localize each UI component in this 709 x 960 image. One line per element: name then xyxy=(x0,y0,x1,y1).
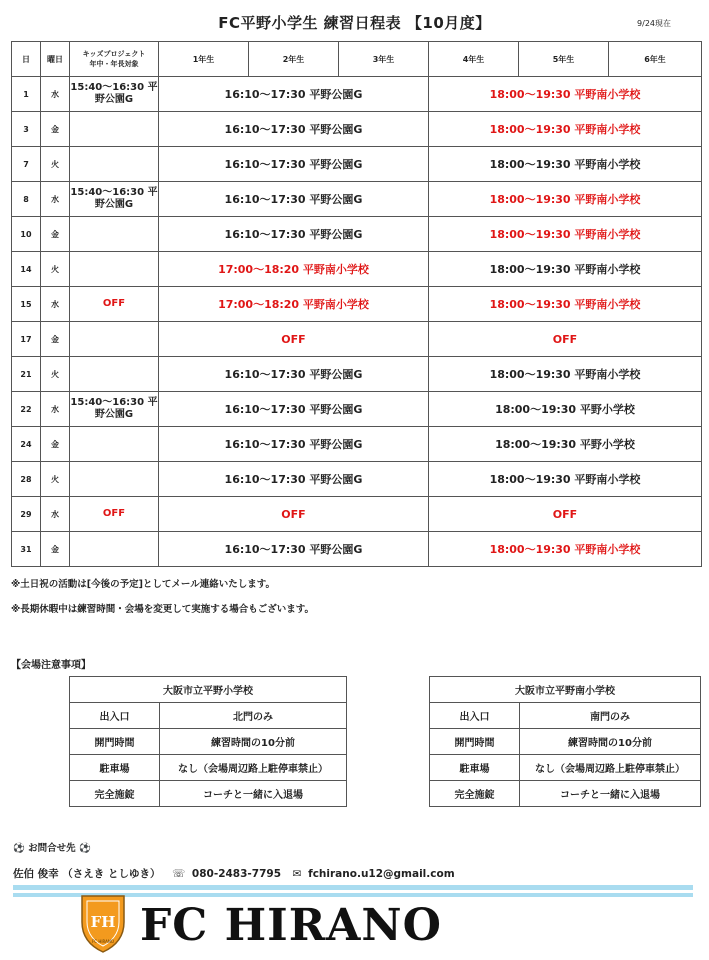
schedule-row xyxy=(12,357,702,392)
cell-day: 28 xyxy=(12,462,41,497)
cell-grades-1-3: 16:10～17:30 平野公園G xyxy=(159,357,429,392)
venue-value: 練習時間の10分前 xyxy=(160,729,347,755)
cell-grades-4-6: 18:00～19:30 平野南小学校 xyxy=(429,357,702,392)
venue-label: 完全施錠 xyxy=(430,781,520,807)
cell-weekday: 金 xyxy=(41,112,70,147)
cell-grades-4-6: 18:00～19:30 平野南小学校 xyxy=(429,182,702,217)
venue-label: 出入口 xyxy=(70,703,160,729)
cell-weekday: 火 xyxy=(41,357,70,392)
venue-name: 大阪市立平野南小学校 xyxy=(430,677,701,703)
header-kids-target: 年中・年長対象 xyxy=(89,60,139,68)
cell-day: 21 xyxy=(12,357,41,392)
header-stripe-top xyxy=(13,885,693,890)
cell-day: 3 xyxy=(12,112,41,147)
cell-kids: 15:40～16:30 平野公園G xyxy=(70,392,159,427)
cell-day: 1 xyxy=(12,77,41,112)
cell-kids xyxy=(70,462,159,497)
cell-kids xyxy=(70,147,159,182)
venue-name: 大阪市立平野小学校 xyxy=(70,677,347,703)
cell-grades-4-6: 18:00～19:30 平野南小学校 xyxy=(429,287,702,322)
venue-label: 完全施錠 xyxy=(70,781,160,807)
header-grade-5: 5年生 xyxy=(519,42,609,77)
cell-grades-1-3: 16:10～17:30 平野公園G xyxy=(159,147,429,182)
note-weekend: ※土日祝の活動は[今後の予定]としてメール連絡いたします。 xyxy=(11,579,275,590)
cell-day: 15 xyxy=(12,287,41,322)
schedule-table xyxy=(11,41,702,567)
schedule-row xyxy=(12,322,702,357)
cell-weekday: 水 xyxy=(41,497,70,532)
venue-label: 出入口 xyxy=(430,703,520,729)
schedule-row xyxy=(12,462,702,497)
cell-day: 7 xyxy=(12,147,41,182)
cell-grades-1-3: 16:10～17:30 平野公園G xyxy=(159,427,429,462)
header-weekday: 曜日 xyxy=(41,42,70,77)
cell-grades-1-3: 16:10～17:30 平野公園G xyxy=(159,217,429,252)
cell-day: 14 xyxy=(12,252,41,287)
venue-row xyxy=(430,703,701,729)
cell-kids: OFF xyxy=(70,497,159,532)
schedule-header-row xyxy=(12,42,702,77)
venue-row xyxy=(70,703,347,729)
cell-kids xyxy=(70,217,159,252)
cell-weekday: 水 xyxy=(41,392,70,427)
cell-grades-4-6: 18:00～19:30 平野南小学校 xyxy=(429,217,702,252)
cell-grades-4-6: OFF xyxy=(429,497,702,532)
header-kids-title: キッズプロジェクト xyxy=(82,50,146,58)
contact-email[interactable]: fchirano.u12@gmail.com xyxy=(308,868,455,880)
cell-weekday: 金 xyxy=(41,217,70,252)
cell-weekday: 火 xyxy=(41,252,70,287)
cell-weekday: 水 xyxy=(41,182,70,217)
cell-day: 8 xyxy=(12,182,41,217)
venue-row xyxy=(70,755,347,781)
schedule-row xyxy=(12,182,702,217)
cell-grades-4-6: 18:00～19:30 平野南小学校 xyxy=(429,77,702,112)
cell-day: 31 xyxy=(12,532,41,567)
cell-weekday: 金 xyxy=(41,322,70,357)
header-kids xyxy=(70,42,159,77)
venue-row xyxy=(430,755,701,781)
contact-phone[interactable]: 080-2483-7795 xyxy=(191,868,282,880)
cell-grades-4-6: 18:00～19:30 平野小学校 xyxy=(429,427,702,462)
venue-value: 練習時間の10分前 xyxy=(520,729,701,755)
venue-row xyxy=(70,729,347,755)
cell-kids: OFF xyxy=(70,287,159,322)
club-crest-icon xyxy=(78,892,128,954)
cell-grades-4-6: 18:00～19:30 平野南小学校 xyxy=(429,252,702,287)
crest-lettering: FC HIRANO xyxy=(91,939,115,944)
cell-kids xyxy=(70,112,159,147)
cell-grades-1-3: OFF xyxy=(159,497,429,532)
schedule-row xyxy=(12,532,702,567)
venue-row xyxy=(430,729,701,755)
cell-grades-1-3: OFF xyxy=(159,322,429,357)
venue-title-row xyxy=(70,677,347,703)
cell-kids xyxy=(70,252,159,287)
cell-grades-1-3: 16:10～17:30 平野公園G xyxy=(159,462,429,497)
cell-weekday: 金 xyxy=(41,532,70,567)
cell-kids: 15:40～16:30 平野公園G xyxy=(70,182,159,217)
schedule-row xyxy=(12,252,702,287)
venue-value: 南門のみ xyxy=(520,703,701,729)
venue-row xyxy=(70,781,347,807)
cell-grades-1-3: 16:10～17:30 平野公園G xyxy=(159,532,429,567)
venue-row xyxy=(430,781,701,807)
header-grade-6: 6年生 xyxy=(609,42,702,77)
header-grade-1: 1年生 xyxy=(159,42,249,77)
venue-label: 開門時間 xyxy=(70,729,160,755)
phone-icon: ☏ xyxy=(172,868,186,880)
venue-value: コーチと一緒に入退場 xyxy=(160,781,347,807)
cell-kids xyxy=(70,427,159,462)
page-title: FC平野小学生 練習日程表 【10月度】 xyxy=(218,14,491,32)
cell-kids xyxy=(70,322,159,357)
venue-heading: 【会場注意事項】 xyxy=(11,660,91,671)
cell-kids xyxy=(70,357,159,392)
venue-label: 開門時間 xyxy=(430,729,520,755)
schedule-row xyxy=(12,392,702,427)
note-holiday: ※長期休暇中は練習時間・会場を変更して実施する場合もございます。 xyxy=(11,604,314,615)
schedule-row xyxy=(12,427,702,462)
mail-icon: ✉ xyxy=(292,868,302,880)
contact-person: 佐伯 俊幸 （さえき としゆき） xyxy=(13,868,161,880)
cell-grades-4-6: 18:00～19:30 平野小学校 xyxy=(429,392,702,427)
cell-grades-1-3: 16:10～17:30 平野公園G xyxy=(159,77,429,112)
cell-kids: 15:40～16:30 平野公園G xyxy=(70,77,159,112)
contact-line xyxy=(13,866,463,881)
cell-weekday: 火 xyxy=(41,462,70,497)
cell-day: 17 xyxy=(12,322,41,357)
schedule-row xyxy=(12,77,702,112)
header-day: 日 xyxy=(12,42,41,77)
schedule-row xyxy=(12,497,702,532)
cell-grades-1-3: 16:10～17:30 平野公園G xyxy=(159,182,429,217)
cell-grades-1-3: 16:10～17:30 平野公園G xyxy=(159,392,429,427)
cell-grades-4-6: 18:00～19:30 平野南小学校 xyxy=(429,462,702,497)
contact-heading: ⚽ お問合せ先 ⚽ xyxy=(13,843,91,854)
venue-table-hirano-minami xyxy=(429,676,701,807)
header-grade-2: 2年生 xyxy=(249,42,339,77)
cell-day: 29 xyxy=(12,497,41,532)
cell-weekday: 水 xyxy=(41,287,70,322)
cell-weekday: 金 xyxy=(41,427,70,462)
venue-value: コーチと一緒に入退場 xyxy=(520,781,701,807)
cell-kids xyxy=(70,532,159,567)
venue-label: 駐車場 xyxy=(430,755,520,781)
header-grade-4: 4年生 xyxy=(429,42,519,77)
schedule-body xyxy=(12,77,702,567)
crest-monogram: FH xyxy=(90,913,116,931)
venue-value: なし（会場周辺路上駐停車禁止） xyxy=(160,755,347,781)
venue-title-row xyxy=(430,677,701,703)
header-grade-3: 3年生 xyxy=(339,42,429,77)
venue-value: なし（会場周辺路上駐停車禁止） xyxy=(520,755,701,781)
cell-day: 22 xyxy=(12,392,41,427)
venue-value: 北門のみ xyxy=(160,703,347,729)
cell-weekday: 火 xyxy=(41,147,70,182)
schedule-row xyxy=(12,287,702,322)
cell-grades-4-6: 18:00～19:30 平野南小学校 xyxy=(429,532,702,567)
cell-grades-4-6: OFF xyxy=(429,322,702,357)
schedule-row xyxy=(12,112,702,147)
schedule-row xyxy=(12,217,702,252)
cell-day: 10 xyxy=(12,217,41,252)
club-logo-text: FC HIRANO xyxy=(140,900,442,951)
cell-weekday: 水 xyxy=(41,77,70,112)
cell-day: 24 xyxy=(12,427,41,462)
venue-table-hirano xyxy=(69,676,347,807)
cell-grades-4-6: 18:00～19:30 平野南小学校 xyxy=(429,147,702,182)
schedule-row xyxy=(12,147,702,182)
venue-label: 駐車場 xyxy=(70,755,160,781)
as-of-date: 9/24現在 xyxy=(637,19,671,28)
cell-grades-1-3: 17:00～18:20 平野南小学校 xyxy=(159,287,429,322)
cell-grades-1-3: 17:00～18:20 平野南小学校 xyxy=(159,252,429,287)
cell-grades-1-3: 16:10～17:30 平野公園G xyxy=(159,112,429,147)
cell-grades-4-6: 18:00～19:30 平野南小学校 xyxy=(429,112,702,147)
